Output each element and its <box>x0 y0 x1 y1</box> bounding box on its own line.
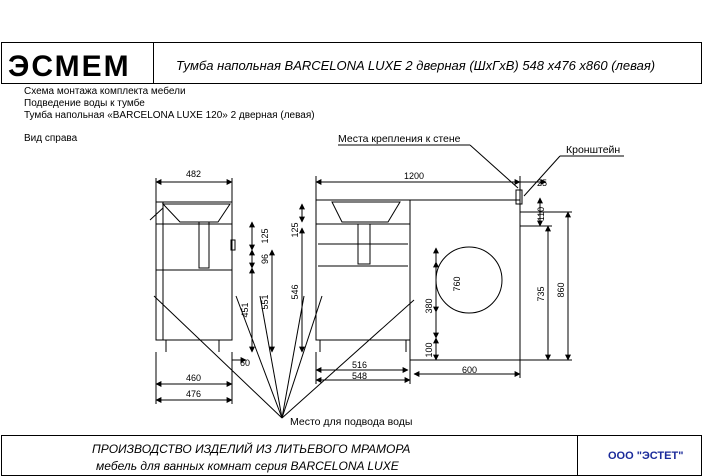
side-view-dimensions <box>156 178 272 404</box>
dim-96: 96 <box>260 253 270 265</box>
dim-600: 600 <box>462 365 478 375</box>
dim-100: 100 <box>424 342 434 358</box>
dim-60: 60 <box>240 358 251 368</box>
dim-735: 735 <box>536 286 546 302</box>
dim-1200: 1200 <box>404 171 425 181</box>
dim-860: 860 <box>556 282 566 298</box>
dim-546: 546 <box>290 284 300 300</box>
front-view-dimensions <box>302 176 572 384</box>
dim-25: 25 <box>537 178 548 188</box>
front-view-cabinet <box>316 190 522 360</box>
dim-110: 110 <box>536 206 546 222</box>
drawing-title: Тумба напольная BARCELONA LUXE 2 дверная (ШхГхВ) 548 х476 х860 (левая) <box>176 58 656 73</box>
footer-production-line: ПРОИЗВОДСТВО ИЗДЕЛИЙ ИЗ ЛИТЬЕВОГО МРАМОРА <box>92 442 411 456</box>
note-product-name: Тумба напольная «BARCELONA LUXE 120» 2 дверная (левая) <box>24 110 315 121</box>
dim-551: 551 <box>260 294 270 310</box>
leader-lines <box>154 145 624 418</box>
dim-760: 760 <box>452 276 462 292</box>
dim-side-width: 482 <box>186 169 202 179</box>
dim-380: 380 <box>424 298 434 314</box>
dim-460: 460 <box>186 373 202 383</box>
note-water-supply: Подведение воды к тумбе <box>24 98 145 109</box>
company-name: ООО "ЭСТЕТ" <box>608 450 684 462</box>
side-view-cabinet <box>150 202 235 352</box>
dimension-labels <box>186 169 566 399</box>
footer-series-line: мебель для ванных комнат серия BARCELONA LUXE <box>96 459 399 473</box>
callout-wall-mounts: Места крепления к стене <box>338 133 461 145</box>
callout-bracket: Кронштейн <box>566 144 621 156</box>
dim-516: 516 <box>352 360 368 370</box>
dim-125-front: 125 <box>290 222 300 238</box>
dim-548: 548 <box>352 371 368 381</box>
svg-text:ЭСМЕМ: ЭСМЕМ <box>8 50 131 81</box>
callout-water-inlet: Место для подвода воды <box>290 416 413 428</box>
dim-125-left: 125 <box>260 228 270 244</box>
dim-476: 476 <box>186 389 202 399</box>
dim-451: 451 <box>240 302 250 318</box>
note-assembly-scheme: Схема монтажа комплекта мебели <box>24 86 186 97</box>
note-right-view: Вид справа <box>24 133 78 144</box>
